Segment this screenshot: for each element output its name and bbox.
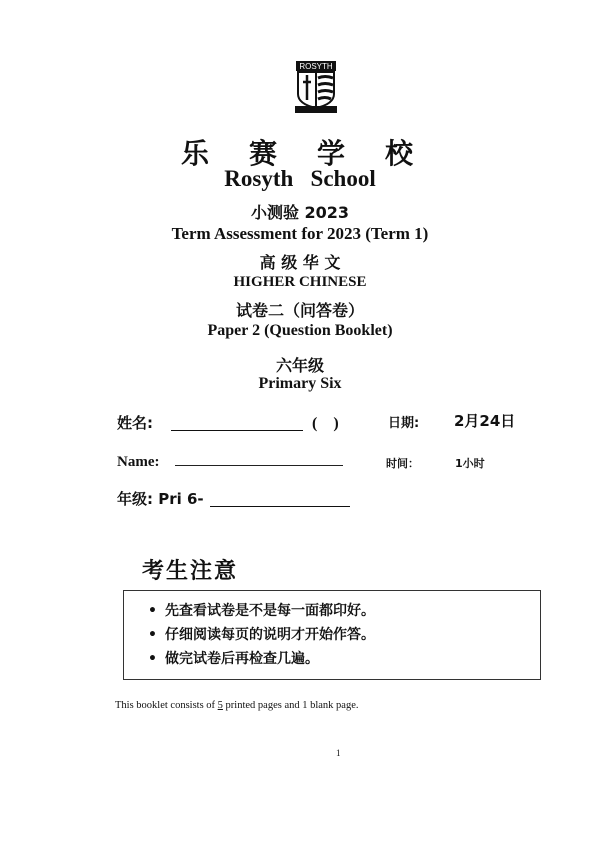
notice-box	[123, 590, 541, 680]
subject-english: HIGHER CHINESE	[233, 274, 367, 290]
notice-title: 考生注意	[142, 559, 239, 584]
school-name-chinese: 乐 赛 学 校	[180, 137, 419, 170]
subject-chinese: 高 级 华 文	[259, 253, 341, 272]
level-chinese: 六年级	[275, 356, 324, 375]
quiz-title-chinese: 小测验 2023	[250, 203, 350, 222]
page-count: 5	[217, 700, 223, 711]
name-cn-field[interactable]	[171, 412, 303, 431]
class-label: 年级: Pri 6-	[117, 490, 204, 508]
register-number-field[interactable]: ( )	[312, 415, 339, 432]
paper-english: Paper 2 (Question Booklet)	[207, 322, 393, 339]
booklet-info	[115, 700, 359, 711]
assessment-title: Term Assessment for 2023 (Term 1)	[171, 224, 429, 243]
name-cn-label: 姓名:	[117, 414, 153, 432]
level-english: Primary Six	[258, 375, 342, 392]
time-value: 1小时	[455, 457, 485, 470]
booklet-info-text-end: printed pages and 1 blank page.	[222, 700, 359, 711]
time-label: 时间：	[386, 457, 419, 470]
svg-text:ROSYTH: ROSYTH	[299, 62, 333, 71]
page-number: 1	[336, 748, 341, 758]
school-name-english: Rosyth School	[224, 166, 376, 191]
name-en-field[interactable]	[175, 465, 343, 466]
notice-item: • 先查看试卷是不是每一面都印好。	[148, 599, 540, 623]
notice-item: • 仔细阅读每页的说明才开始作答。	[148, 623, 540, 647]
notice-item: • 做完试卷后再检查几遍。	[148, 647, 540, 671]
date-label: 日期:	[388, 416, 420, 431]
school-crest	[293, 60, 339, 114]
name-en-label: Name:	[117, 454, 160, 470]
paper-chinese: 试卷二（问答卷）	[235, 301, 364, 320]
booklet-info-text: This booklet consists of	[115, 700, 218, 711]
class-field[interactable]	[210, 488, 350, 507]
date-value: 2月24日	[454, 412, 516, 430]
